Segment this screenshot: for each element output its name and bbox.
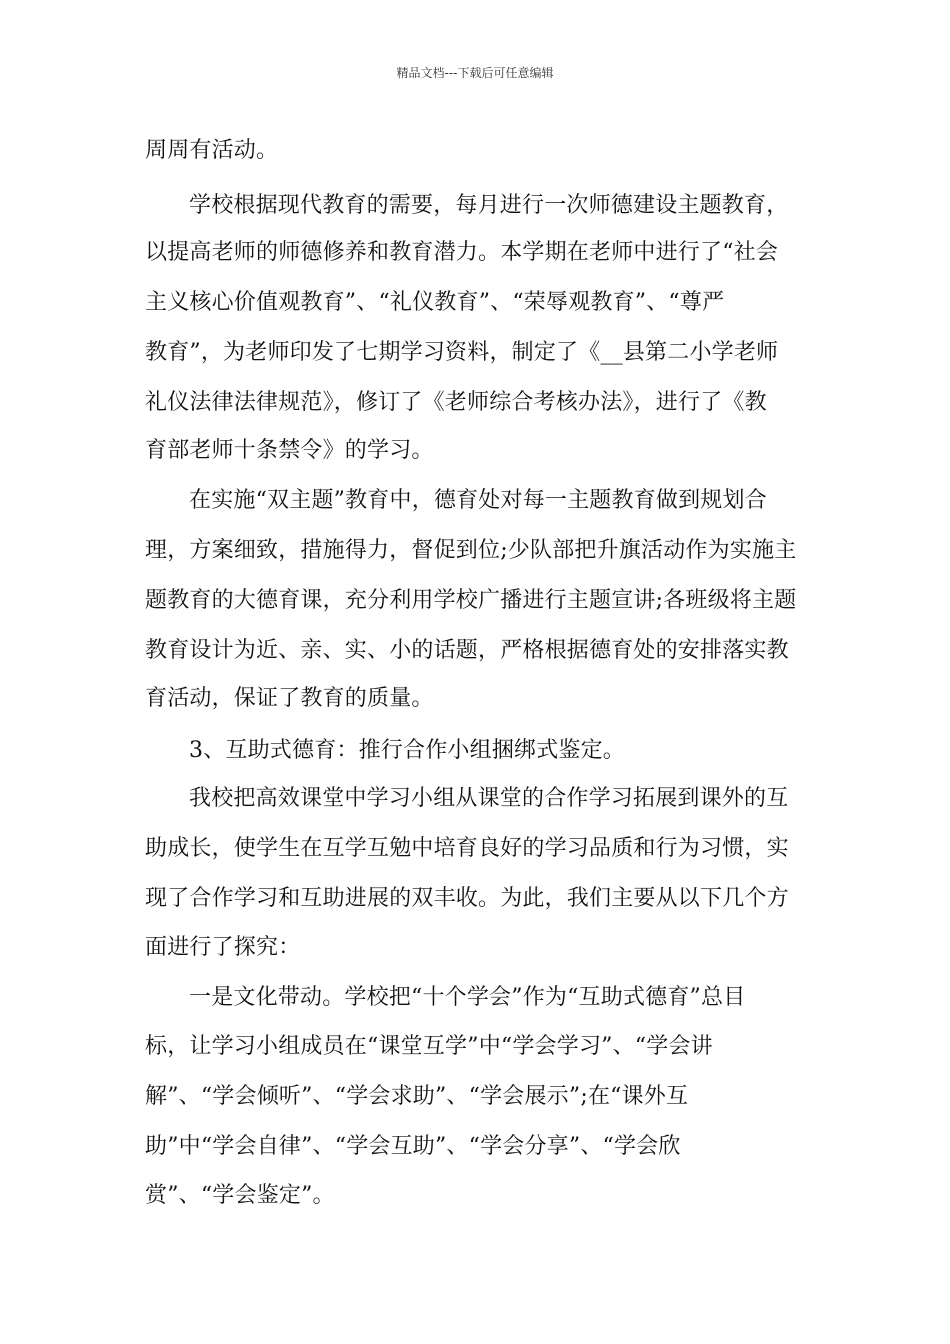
text-line: 育部老师十条禁令》的学习。 <box>145 438 434 463</box>
page-header: 精品文档---下载后可任意编辑 <box>396 66 554 80</box>
text-line: 3、互助式德育：推行合作小组捆绑式鉴定。 <box>189 738 625 763</box>
text-line: 主义核心价值观教育”、“礼仪教育”、“荣辱观教育”、“尊严 <box>145 290 725 315</box>
text-line: 现了合作学习和互助进展的双丰收。为此，我们主要从以下几个方 <box>145 886 789 911</box>
text-line: 学校根据现代教育的需要，每月进行一次师德建设主题教育， <box>189 193 789 218</box>
text-line: 理，方案细致，措施得力，督促到位;少队部把升旗活动作为实施主 <box>145 538 797 563</box>
text-line: 在实施“双主题”教育中，德育处对每一主题教育做到规划合 <box>189 488 767 513</box>
text-line: 我校把高效课堂中学习小组从课堂的合作学习拓展到课外的互 <box>189 786 789 811</box>
text-line: 以提高老师的师德修养和教育潜力。本学期在老师中进行了“社会 <box>145 240 779 265</box>
text-line: 题教育的大德育课，充分利用学校广播进行主题宣讲;各班级将主题 <box>145 588 797 613</box>
text-line: 教育设计为近、亲、实、小的话题，严格根据德育处的安排落实教 <box>145 638 789 663</box>
text-line: 教育”，为老师印发了七期学习资料，制定了《__县第二小学老师 <box>145 340 779 365</box>
text-line: 一是文化带动。学校把“十个学会”作为“互助式德育”总目 <box>189 985 746 1010</box>
text-line: 标，让学习小组成员在“课堂互学”中“学会学习”、“学会讲 <box>145 1034 713 1059</box>
text-line: 周周有活动。 <box>145 138 279 163</box>
text-line: 助成长，使学生在互学互勉中培育良好的学习品质和行为习惯，实 <box>145 836 789 861</box>
text-line: 助”中“学会自律”、“学会互助”、“学会分享”、“学会欣 <box>145 1134 681 1159</box>
text-line: 赏”、“学会鉴定”。 <box>145 1183 335 1208</box>
text-line: 面进行了探究： <box>145 935 301 960</box>
text-line: 解”、“学会倾听”、“学会求助”、“学会展示”;在“课外互 <box>145 1084 689 1109</box>
text-line: 育活动，保证了教育的质量。 <box>145 686 434 711</box>
text-line: 礼仪法律法律规范》，修订了《老师综合考核办法》，进行了《教 <box>145 390 767 415</box>
